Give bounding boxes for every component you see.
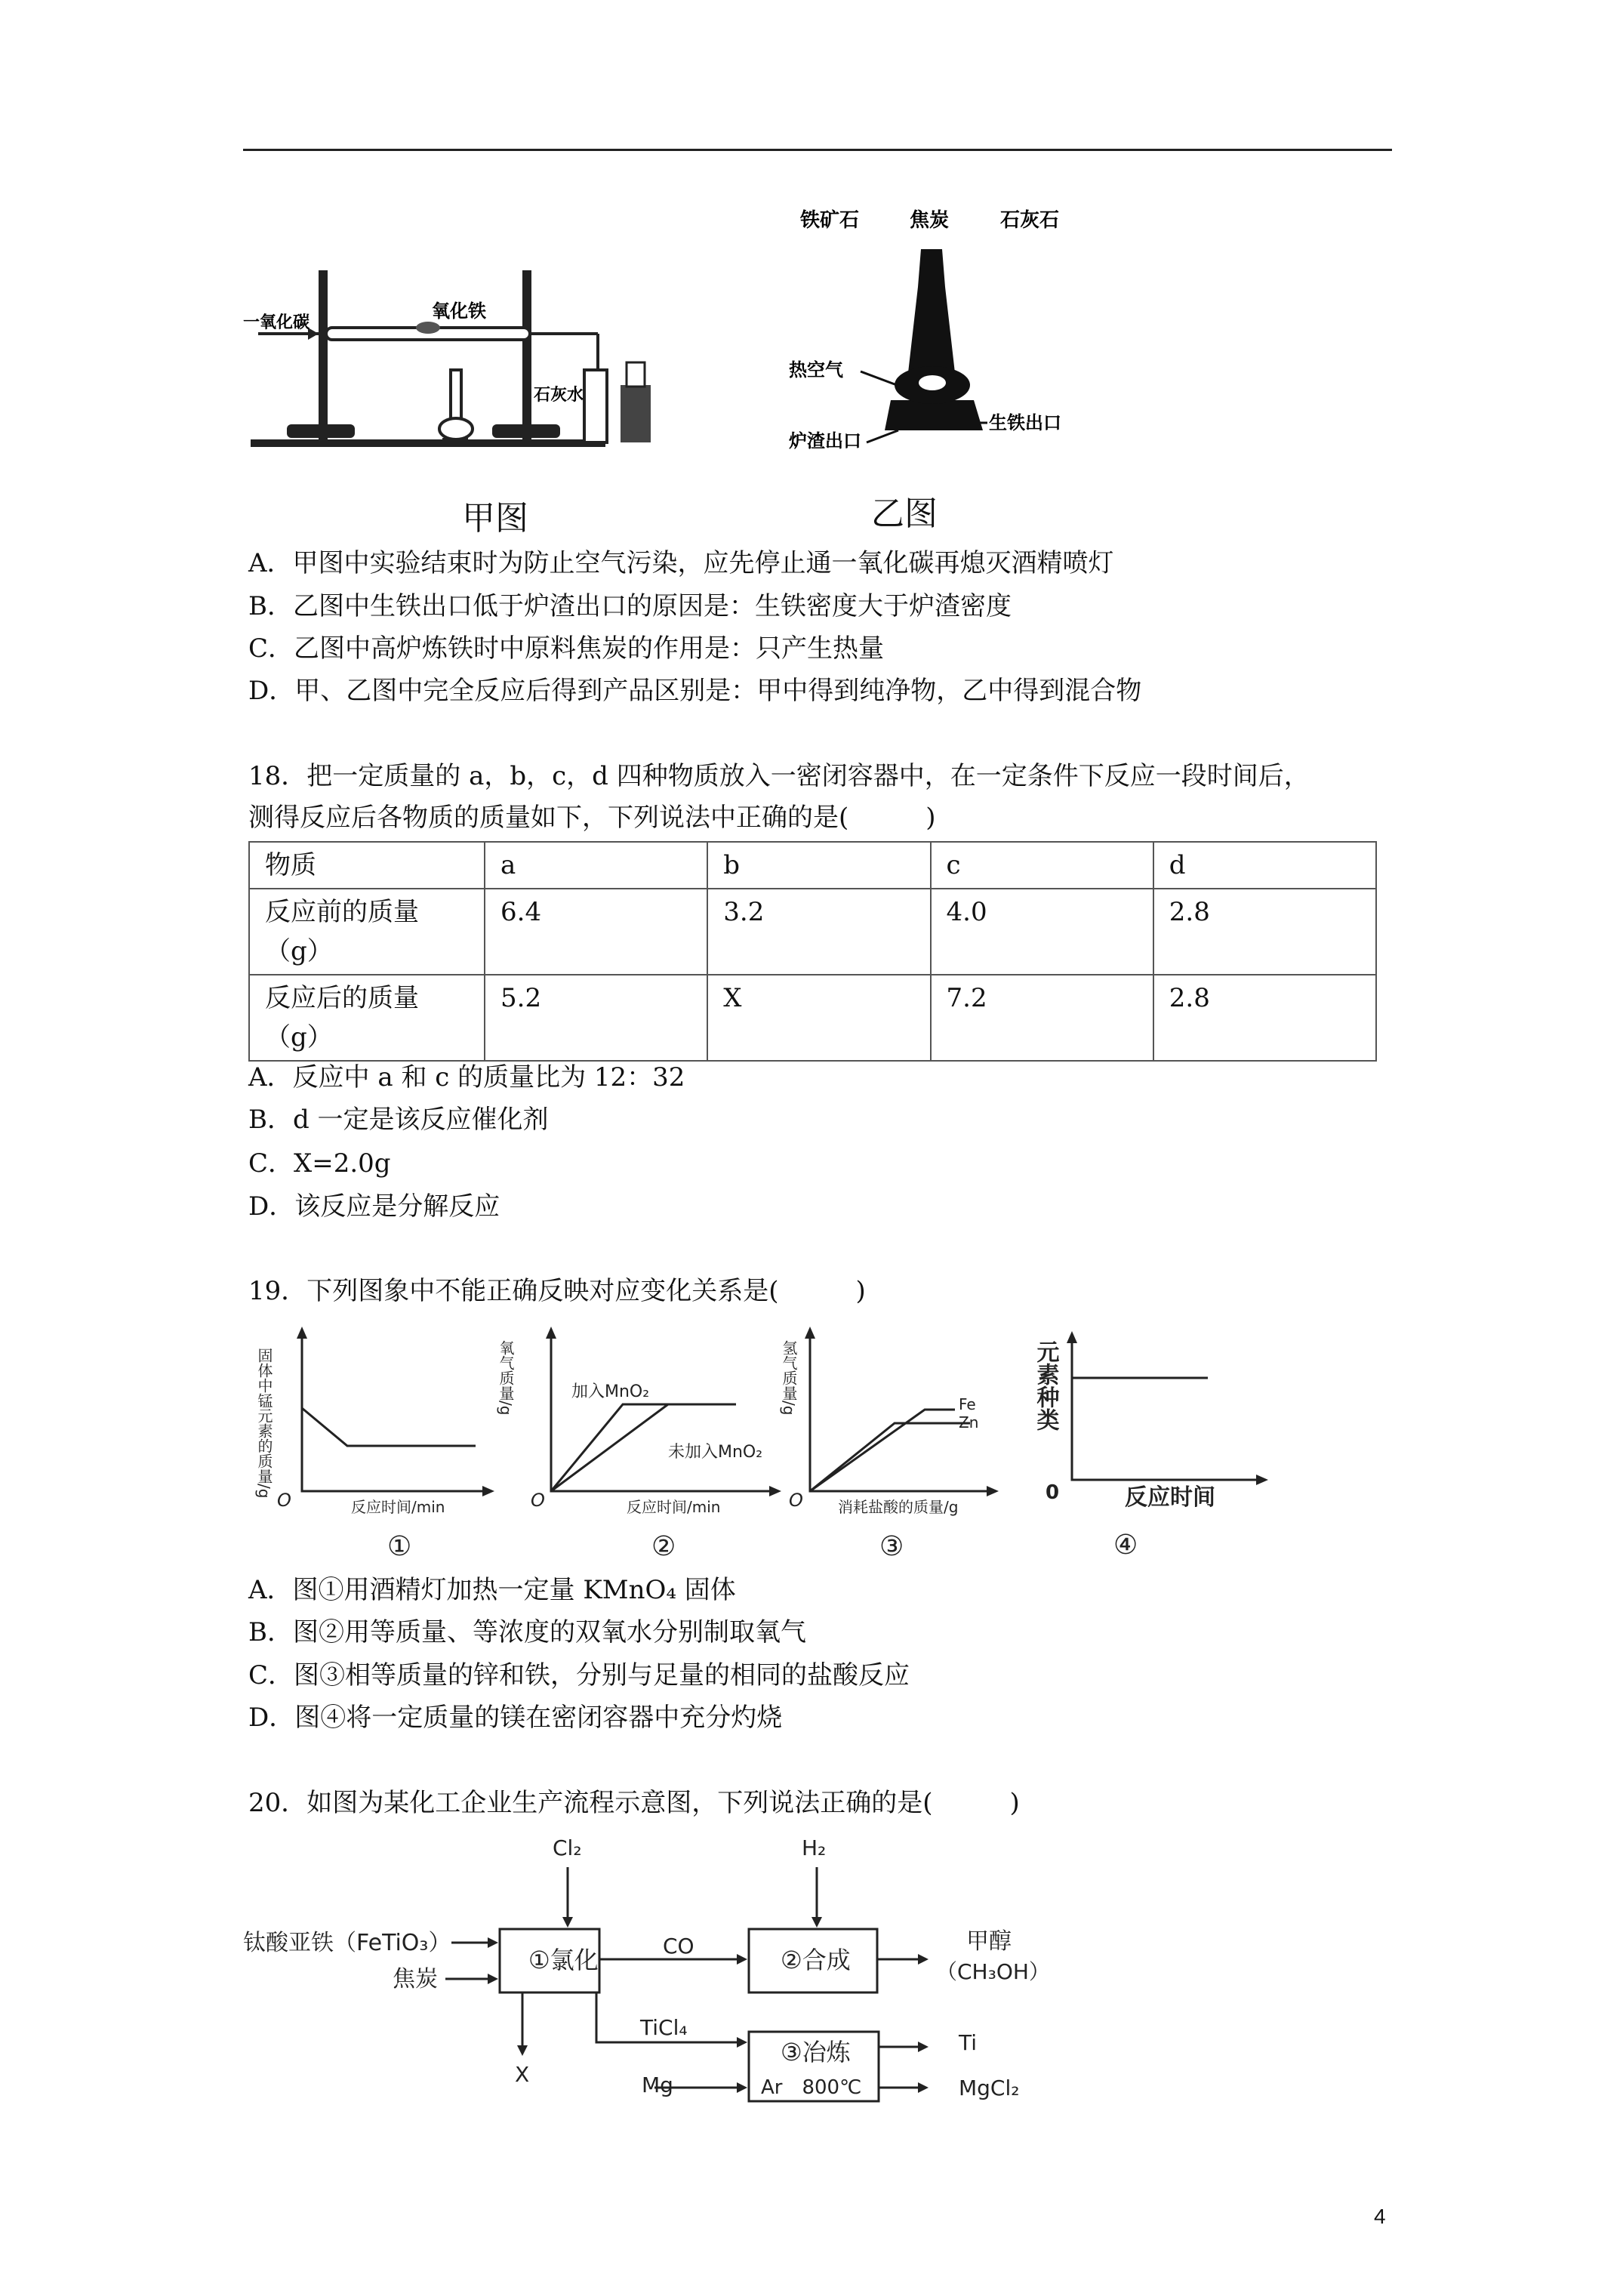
label-limewater: 石灰水: [534, 386, 584, 405]
q18-option-b: B．d 一定是该反应催化剂: [248, 1105, 549, 1135]
q19-option-a: A．图①用酒精灯加热一定量 KMnO₄ 固体: [248, 1575, 736, 1605]
q17-option-a: A．甲图中实验结束时为防止空气污染，应先停止通一氧化碳再熄灭酒精喷灯: [248, 548, 1114, 578]
graph2-ylabel: 氧气质量/g: [497, 1340, 515, 1416]
table-cell: b: [707, 842, 930, 889]
q17-option-c: C．乙图中高炉炼铁时中原料焦炭的作用是：只产生热量: [248, 633, 885, 664]
flow-cl2: Cl₂: [553, 1835, 582, 1860]
graph2-line-added: 加入MnO₂: [571, 1382, 650, 1401]
q18-option-d: D．该反应是分解反应: [248, 1191, 500, 1222]
table-cell: 3.2: [707, 889, 930, 975]
graph2-line-not-added: 未加入MnO₂: [668, 1443, 763, 1462]
table-row: [249, 889, 1376, 975]
table-cell: 6.4: [485, 889, 707, 975]
flow-box-chlorination: ①氯化: [528, 1946, 599, 1974]
label-co: 一氧化碳: [243, 313, 310, 332]
graph1-number: ①: [387, 1531, 412, 1562]
label-ore: 铁矿石: [800, 209, 860, 232]
label-limestone: 石灰石: [1000, 209, 1060, 232]
q19-stem: 19．下列图象中不能正确反映对应变化关系是( ): [248, 1276, 866, 1306]
graph1-origin: O: [277, 1490, 291, 1511]
flow-box-smelting: ③冶炼: [781, 2038, 851, 2066]
flow-ti: Ti: [959, 2030, 978, 2055]
flow-mg: Mg: [642, 2073, 673, 2097]
label-hot-air: 热空气: [789, 359, 843, 381]
graph1-xlabel: 反应时间/min: [351, 1498, 445, 1516]
table-cell: 物质: [249, 842, 485, 889]
flow-methanol-formula: （CH₃OH）: [936, 1959, 1050, 1984]
flow-ticl4: TiCl₄: [640, 2015, 688, 2040]
flow-box-synthesis: ②合成: [781, 1946, 851, 1974]
table-cell: c: [931, 842, 1153, 889]
flow-feed-fetio3: 钛酸亚铁（FeTiO₃）: [243, 1930, 451, 1956]
q18-option-c: C．X=2.0g: [248, 1148, 391, 1179]
table-cell: d: [1153, 842, 1376, 889]
graph4-ylabel: 元素种类: [1032, 1340, 1059, 1431]
fig-jia-apparatus: [243, 249, 666, 453]
q18-stem-line1: 18．把一定质量的 a，b，c，d 四种物质放入一密闭容器中，在一定条件下反应一段时间后，: [248, 761, 1310, 791]
flow-co: CO: [663, 1934, 694, 1959]
graph3-line-fe: Fe: [959, 1395, 976, 1413]
q18-stem-line2: 测得反应后各物质的质量如下，下列说法中正确的是( ): [248, 803, 936, 833]
flow-methanol-name: 甲醇: [966, 1928, 1012, 1955]
fig-jia-caption: 甲图: [462, 499, 528, 538]
table-cell: 2.8: [1153, 975, 1376, 1061]
table-cell: 5.2: [485, 975, 707, 1061]
q20-flow-diagram: [243, 1831, 1119, 2118]
table-cell: X: [707, 975, 930, 1061]
label-slag-outlet: 炉渣出口: [789, 430, 861, 451]
graph3-line-zn: Zn: [959, 1413, 979, 1432]
graph2-xlabel: 反应时间/min: [627, 1498, 721, 1516]
table-row: [249, 975, 1376, 1061]
fig-yi-caption: 乙图: [871, 495, 938, 533]
q19-graphs: [245, 1325, 1287, 1574]
flow-mgcl2: MgCl₂: [959, 2076, 1020, 2100]
graph4-origin: 0: [1046, 1481, 1060, 1504]
table-cell: 7.2: [931, 975, 1153, 1061]
header-rule: [243, 149, 1392, 151]
table-header-row: [249, 842, 1376, 889]
graph4-number: ④: [1113, 1530, 1138, 1561]
page-number: 4: [1374, 2205, 1386, 2228]
q18-option-a: A．反应中 a 和 c 的质量比为 12：32: [248, 1062, 685, 1093]
graph3-ylabel: 氢气质量/g: [780, 1340, 798, 1416]
q17-option-b: B．乙图中生铁出口低于炉渣出口的原因是：生铁密度大于炉渣密度: [248, 591, 1012, 621]
q19-option-d: D．图④将一定质量的镁在密闭容器中充分灼烧: [248, 1703, 783, 1733]
label-fe2o3: 氧化铁: [432, 300, 486, 322]
flow-h2: H₂: [802, 1835, 827, 1860]
flow-box-smelting-condition: Ar 800℃: [761, 2076, 862, 2099]
graph2-origin: O: [531, 1490, 545, 1511]
flow-x: X: [515, 2062, 530, 2087]
graph1-ylabel: 固体中锰元素的质量/g: [255, 1348, 273, 1499]
graph3-xlabel: 消耗盐酸的质量/g: [838, 1498, 959, 1516]
q19-option-b: B．图②用等质量、等浓度的双氧水分别制取氧气: [248, 1617, 806, 1647]
table-cell: 2.8: [1153, 889, 1376, 975]
label-coke: 焦炭: [910, 209, 950, 232]
graph2-number: ②: [651, 1531, 676, 1562]
q18-mass-table: [248, 841, 1377, 1062]
q17-option-d: D．甲、乙图中完全反应后得到产品区别是：甲中得到纯净物，乙中得到混合物: [248, 676, 1142, 706]
table-cell: 反应后的质量（g）: [249, 975, 485, 1061]
graph4-xlabel: 反应时间: [1125, 1484, 1215, 1511]
graph3-number: ③: [879, 1531, 904, 1562]
fig-yi-blast-furnace: [785, 204, 1117, 453]
q20-stem: 20．如图为某化工企业生产流程示意图，下列说法正确的是( ): [248, 1788, 1020, 1818]
graph3-origin: O: [789, 1490, 803, 1511]
table-cell: 反应前的质量（g）: [249, 889, 485, 975]
label-iron-outlet: 生铁出口: [989, 412, 1061, 433]
table-cell: 4.0: [931, 889, 1153, 975]
table-cell: a: [485, 842, 707, 889]
q19-option-c: C．图③相等质量的锌和铁，分别与足量的相同的盐酸反应: [248, 1660, 910, 1690]
flow-feed-coke: 焦炭: [393, 1966, 438, 1992]
